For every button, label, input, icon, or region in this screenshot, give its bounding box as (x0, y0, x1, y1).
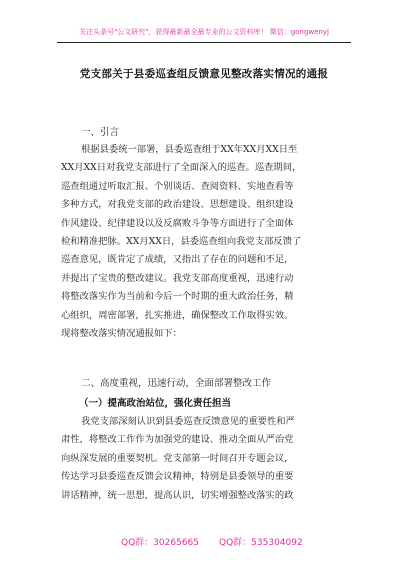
paragraph-line: 我党支部深刻认识到县委巡查反馈意见的重要性和严 (81, 416, 295, 427)
paragraph-line: XX月XX日对我党支部进行了全面深入的巡查。巡查期间， (61, 162, 302, 174)
header-divider (57, 42, 351, 43)
document-title: 党支部关于县委巡查组反馈意见整改落实情况的通报 (79, 68, 329, 80)
subsection-heading: （一）提高政治站位，强化责任担当 (79, 398, 232, 409)
paragraph-line: 巡查组通过听取汇报、个别谈话、查阅资料、实地查看等 (61, 180, 294, 192)
paragraph-line: 肃性，将整改工作作为加强党的建设、推动全面从严治党 (61, 434, 294, 446)
section2-paragraph (61, 413, 348, 505)
paragraph-line: 传达学习县委巡查反馈会议精神，特别是县委领导的重要 (61, 471, 294, 483)
footer-qq-group-1: QQ群：30265665 (121, 538, 199, 548)
paragraph-line: 检和精准把脉。XX月XX日，县委巡查组向我党支部反馈了 (61, 235, 302, 247)
intro-paragraph (61, 141, 348, 343)
paragraph-line: 现将整改落实情况通报如下： (61, 327, 182, 339)
paragraph-line: 将整改落实作为当前和今后一个时期的重大政治任务，精 (61, 291, 294, 303)
footer-qq-group-2: QQ群：535304092 (219, 538, 303, 548)
paragraph-line: 并提出了宝贵的整改建议。我党支部高度重视，迅速行动 (61, 272, 294, 284)
paragraph-line: 作风建设、纪律建设以及反腐败斗争等方面进行了全面体 (61, 217, 294, 229)
header-banner: 关注头条号"公文研究"，获得最新最全最专业的公文资料库！ 微信：gongwenyj (79, 28, 329, 36)
paragraph-line: 巡查意见，既肯定了成绩，又指出了存在的问题和不足， (61, 254, 294, 266)
section-heading-actions: 二、高度重视，迅速行动，全面部署整改工作 (81, 378, 272, 389)
paragraph-line: 根据县委统一部署，县委巡查组于XX年XX月XX日至 (81, 144, 298, 155)
paragraph-line: 心组织，周密部署，扎实推进，确保整改工作取得实效。 (61, 309, 294, 321)
paragraph-line: 向纵深发展的重要契机。党支部第一时间召开专题会议， (61, 452, 294, 464)
section-heading-intro: 一、引言 (81, 127, 120, 138)
paragraph-line: 讲话精神，统一思想，提高认识，切实增强整改落实的政 (61, 489, 294, 501)
paragraph-line: 多种方式，对我党支部的政治建设、思想建设、组织建设 (61, 199, 294, 211)
